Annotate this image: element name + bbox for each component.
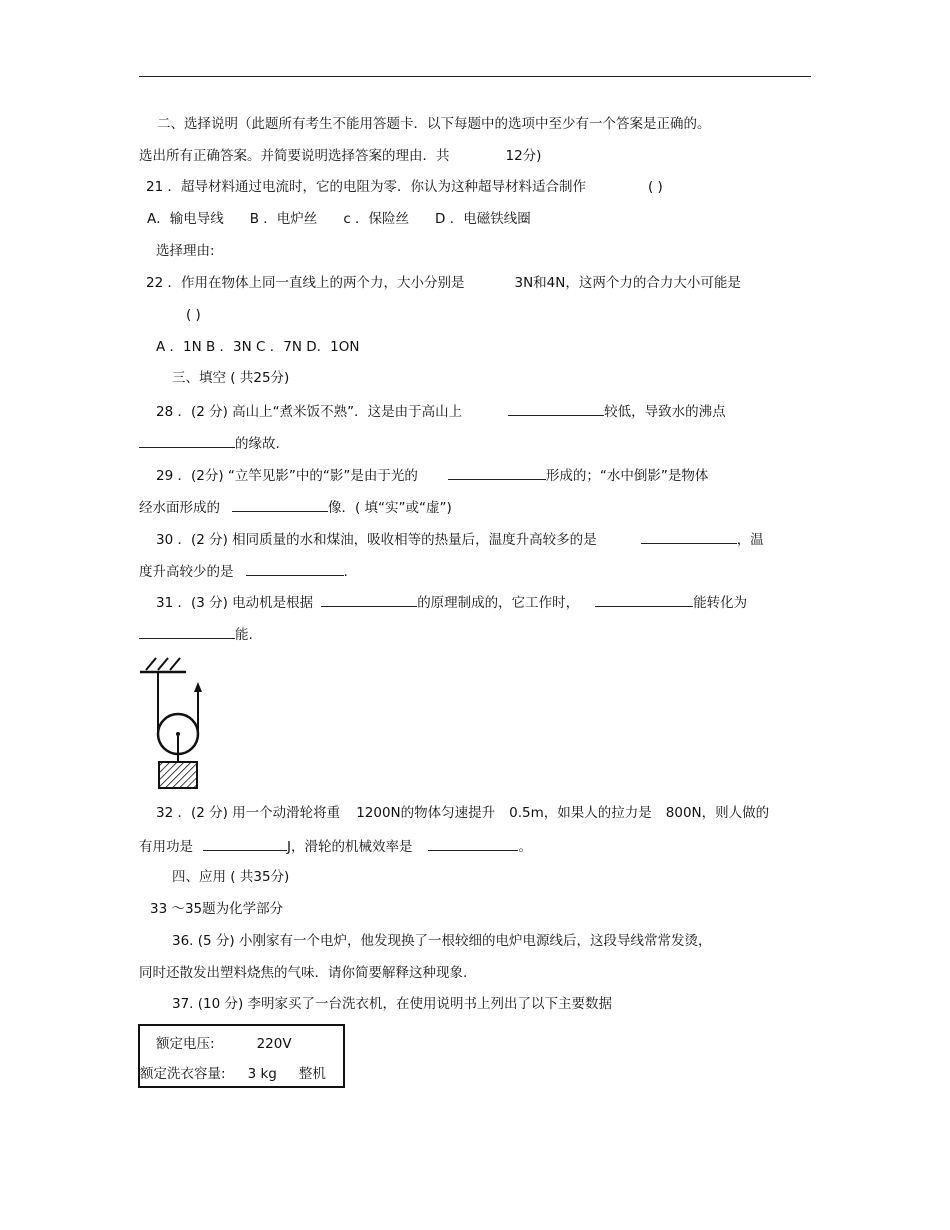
section4-title: 四、应用 ( 共35分)	[172, 869, 290, 885]
q21-options	[147, 210, 531, 228]
q21-option-d: D ．电磁铁线圈	[435, 211, 531, 227]
spec-voltage-label: 额定电压:	[156, 1036, 215, 1052]
q21-option-a: A．输电导线	[147, 211, 224, 227]
q31-blank-1[interactable]	[321, 592, 417, 607]
section2-intro-line2: 选出所有正确答案。并简要说明选择答案的理由．共 12分)	[139, 148, 542, 164]
section3-title: 三、填空 ( 共25分)	[172, 370, 290, 386]
q30-line1: 30 ．(2 分) 相同质量的水和煤油，吸收相等的热量后，温度升高较多的是 ，温	[156, 529, 764, 549]
spec-voltage-value: 220V	[256, 1036, 292, 1052]
q21-option-c: c ．保险丝	[343, 211, 410, 227]
movable-pulley-figure	[138, 652, 228, 792]
q28-line1: 28 ．(2 分) 高山上“煮米饭不熟”．这是由于高山上 较低，导致水的沸点	[156, 401, 726, 421]
spec-capacity-label: 额定洗衣容量:	[140, 1066, 226, 1082]
q36-line2: 同时还散发出塑料烧焦的气味．请你简要解释这种现象.	[139, 965, 468, 981]
q32-line1: 32 ．(2 分) 用一个动滑轮将重 1200N的物体匀速提升 0.5m，如果人的拉力是 800N，则人做的	[156, 805, 770, 821]
q22-options: A ．1N B ．3N C ．7N D．1ON	[156, 339, 360, 355]
q28-blank-2[interactable]	[139, 433, 235, 448]
q28-line2: 的缘故.	[139, 433, 280, 453]
q31-blank-2[interactable]	[595, 592, 693, 607]
q32-blank-1[interactable]	[203, 836, 287, 851]
spec-row-capacity	[140, 1062, 326, 1082]
spec-capacity-value: 3 kg	[247, 1066, 277, 1082]
q21-option-b: B ．电炉丝	[249, 211, 318, 227]
header-rule	[139, 76, 811, 77]
q22-stem: 22 ．作用在物体上同一直线上的两个力，大小分别是 3N和4N，这两个力的合力大小可能是	[146, 275, 741, 291]
q21-stem: 21 ．超导材料通过电流时，它的电阻为零．你认为这种超导材料适合制作 ( )	[146, 179, 663, 195]
q30-blank-2[interactable]	[246, 561, 344, 576]
spec-row-voltage	[156, 1032, 292, 1052]
q21-answer-paren: ( )	[647, 179, 663, 195]
q30-blank-1[interactable]	[641, 529, 737, 544]
pulley-diagram	[138, 652, 228, 792]
q37-stem: 37. (10 分) 李明家买了一台洗衣机，在使用说明书上列出了以下主要数据	[172, 996, 613, 1012]
q21-reason: 选择理由:	[156, 243, 215, 259]
q29-line2: 经水面形成的 像．( 填“实”或“虚”)	[139, 497, 452, 517]
q31-line1: 31 ．(3 分) 电动机是根据 的原理制成的，它工作时， 能转化为	[156, 592, 747, 612]
q29-blank-1[interactable]	[448, 465, 546, 480]
section2-score: 12分)	[505, 148, 542, 164]
section2-intro-line1: 二、选择说明（此题所有考生不能用答题卡．以下每题中的选项中至少有一个答案是正确的。	[157, 116, 711, 132]
q29-blank-2[interactable]	[232, 497, 328, 512]
q31-blank-3[interactable]	[139, 624, 235, 639]
q28-blank-1[interactable]	[508, 401, 604, 416]
q31-line2: 能.	[139, 624, 253, 644]
washer-spec-table	[138, 1024, 345, 1088]
q33-note: 33 ～35题为化学部分	[150, 901, 284, 917]
q29-line1: 29 ．(2分) “立竿见影”中的“影”是由于光的 形成的；“水中倒影”是物体	[156, 465, 708, 485]
q36-line1: 36. (5 分) 小刚家有一个电炉，他发现换了一根较细的电炉电源线后，这段导线常常发烫，	[172, 933, 712, 949]
spec-extra: 整机	[298, 1066, 326, 1082]
q30-line2: 度升高较少的是 .	[139, 561, 348, 581]
q32-line2: 有用功是 J，滑轮的机械效率是 。	[139, 836, 532, 856]
q22-answer-paren: ( )	[186, 307, 201, 323]
q32-blank-2[interactable]	[428, 836, 518, 851]
